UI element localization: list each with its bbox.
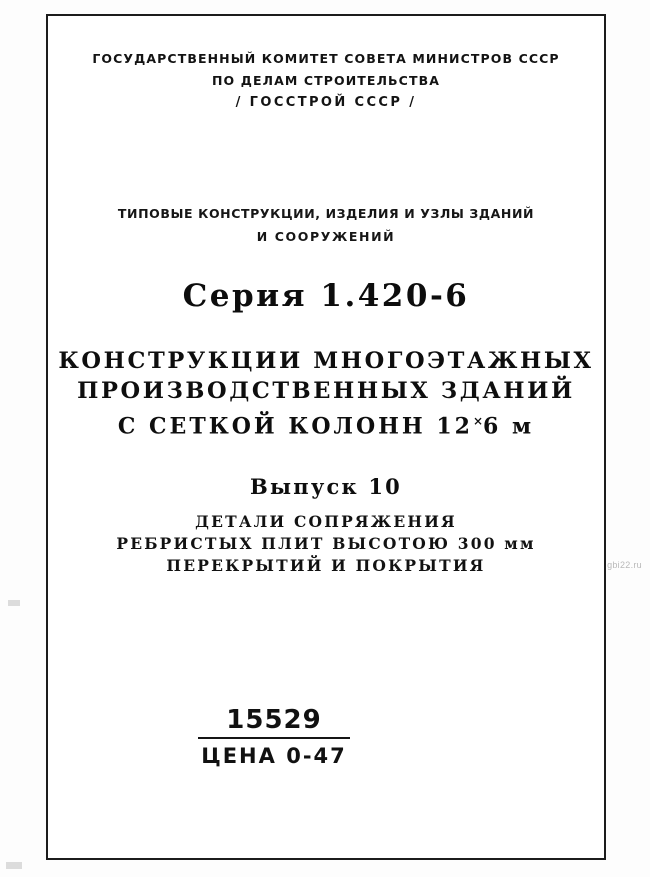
- scan-artifact: [8, 600, 20, 606]
- price-label: ЦЕНА 0-47: [201, 744, 347, 768]
- organization-block: [48, 48, 604, 114]
- series-number: Серия 1.420-6: [182, 278, 470, 314]
- main-title-line-1: КОНСТРУКЦИИ МНОГОЭТАЖНЫХ: [58, 348, 594, 374]
- main-title-block: [48, 346, 604, 441]
- watermark-text: gbi22.ru: [607, 560, 642, 570]
- main-title-line-3-prefix: С СЕТКОЙ КОЛОНН 12: [117, 413, 473, 440]
- scan-artifact: [6, 862, 22, 869]
- organization-line-2: ПО ДЕЛАМ СТРОИТЕЛЬСТВА: [212, 73, 440, 88]
- issue-block: [48, 474, 604, 577]
- main-title-multiplication-sign: ×: [472, 414, 484, 428]
- document-code: 15529: [226, 705, 322, 735]
- organization-line-1: ГОСУДАРСТВЕННЫЙ КОМИТЕТ СОВЕТА МИНИСТРОВ СССР: [92, 51, 560, 66]
- subtitle-block: [48, 202, 604, 248]
- issue-line-2: РЕБРИСТЫХ ПЛИТ ВЫСОТОЮ 300 мм: [116, 534, 536, 553]
- title-page-content: [48, 16, 604, 858]
- code-underline: [198, 737, 350, 739]
- issue-number: Выпуск 10: [250, 474, 402, 499]
- code-price-block: [164, 706, 384, 768]
- issue-line-3: ПЕРЕКРЫТИЙ И ПОКРЫТИЯ: [166, 556, 486, 575]
- page-border-frame: [46, 14, 606, 860]
- main-title-line-3: [48, 406, 604, 441]
- organization-line-3: / ГОССТРОЙ СССР /: [235, 95, 417, 110]
- main-title-line-3-suffix: 6 м: [483, 413, 535, 440]
- subtitle-line-2: И СООРУЖЕНИЙ: [256, 229, 396, 244]
- main-title-line-2: ПРОИЗВОДСТВЕННЫХ ЗДАНИЙ: [77, 378, 575, 404]
- subtitle-line-1: ТИПОВЫЕ КОНСТРУКЦИИ, ИЗДЕЛИЯ И УЗЛЫ ЗДАНИЙ: [117, 206, 535, 221]
- issue-line-1: ДЕТАЛИ СОПРЯЖЕНИЯ: [195, 512, 457, 531]
